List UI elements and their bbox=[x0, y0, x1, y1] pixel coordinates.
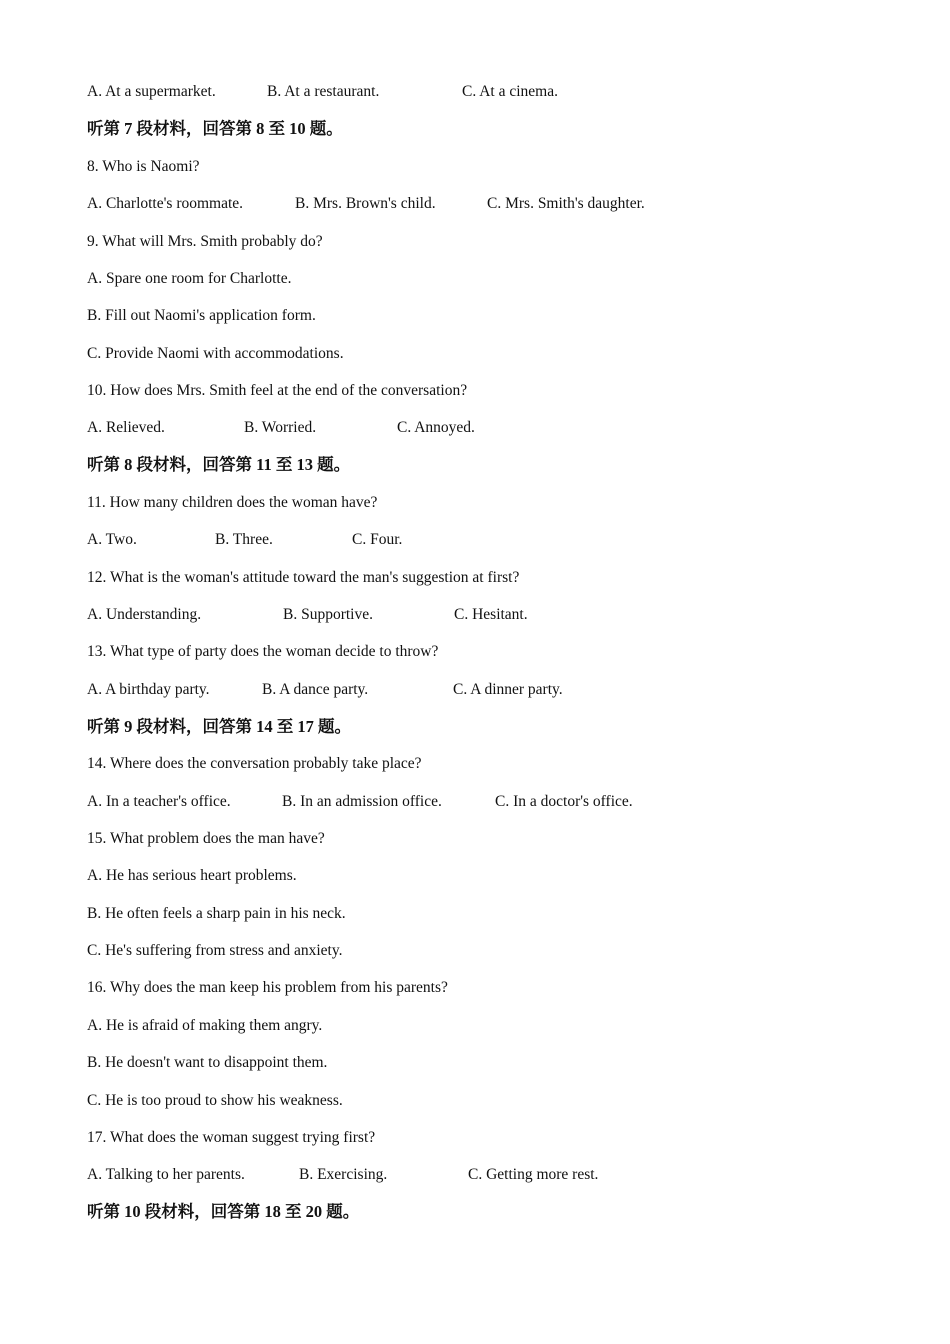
option-a: A. At a supermarket. bbox=[87, 83, 216, 100]
question: 12. What is the woman's attitude toward the man's suggestion at first? bbox=[87, 569, 520, 586]
option-c: C. A dinner party. bbox=[453, 681, 563, 698]
option-c: C. Hesitant. bbox=[454, 606, 528, 623]
question: 14. Where does the conversation probably take place? bbox=[87, 755, 422, 772]
option-a: A. Relieved. bbox=[87, 419, 165, 436]
question: 10. How does Mrs. Smith feel at the end of the conversation? bbox=[87, 382, 468, 399]
option-c: C. In a doctor's office. bbox=[495, 793, 633, 810]
option-b: B. At a restaurant. bbox=[267, 83, 380, 100]
option-line: C. He is too proud to show his weakness. bbox=[87, 1092, 343, 1109]
option-a: A. A birthday party. bbox=[87, 681, 210, 698]
question: 11. How many children does the woman have? bbox=[87, 494, 378, 511]
option-line: B. He doesn't want to disappoint them. bbox=[87, 1054, 328, 1071]
option-b: B. In an admission office. bbox=[282, 793, 442, 810]
option-c: C. Mrs. Smith's daughter. bbox=[487, 195, 645, 212]
option-b: B. Mrs. Brown's child. bbox=[295, 195, 436, 212]
question: 16. Why does the man keep his problem from his parents? bbox=[87, 979, 448, 996]
option-b: B. A dance party. bbox=[262, 681, 369, 698]
option-line: A. Spare one room for Charlotte. bbox=[87, 270, 292, 287]
option-a: A. Understanding. bbox=[87, 606, 202, 623]
option-a: A. Talking to her parents. bbox=[87, 1166, 245, 1183]
question: 17. What does the woman suggest trying first? bbox=[87, 1129, 376, 1146]
option-c: C. Four. bbox=[352, 531, 403, 548]
option-a: A. Charlotte's roommate. bbox=[87, 195, 244, 212]
option-line: C. Provide Naomi with accommodations. bbox=[87, 345, 344, 362]
section-heading: 听第 9 段材料，回答第 14 至 17 题。 bbox=[87, 717, 351, 736]
option-line: B. Fill out Naomi's application form. bbox=[87, 307, 316, 324]
option-b: B. Three. bbox=[215, 531, 273, 548]
option-b: B. Supportive. bbox=[283, 606, 373, 623]
option-b: B. Exercising. bbox=[299, 1166, 388, 1183]
section-heading: 听第 10 段材料，回答第 18 至 20 题。 bbox=[87, 1202, 360, 1221]
question: 13. What type of party does the woman decide to throw? bbox=[87, 643, 439, 660]
option-line: A. He is afraid of making them angry. bbox=[87, 1017, 323, 1034]
question: 9. What will Mrs. Smith probably do? bbox=[87, 233, 323, 250]
option-b: B. Worried. bbox=[244, 419, 317, 436]
option-a: A. In a teacher's office. bbox=[87, 793, 231, 810]
option-c: C. At a cinema. bbox=[462, 83, 558, 100]
question: 15. What problem does the man have? bbox=[87, 830, 325, 847]
option-c: C. Annoyed. bbox=[397, 419, 475, 436]
option-a: A. Two. bbox=[87, 531, 137, 548]
question: 8. Who is Naomi? bbox=[87, 158, 200, 175]
section-heading: 听第 7 段材料，回答第 8 至 10 题。 bbox=[87, 119, 343, 138]
option-line: B. He often feels a sharp pain in his neck. bbox=[87, 905, 346, 922]
option-line: A. He has serious heart problems. bbox=[87, 867, 297, 884]
option-c: C. Getting more rest. bbox=[468, 1166, 599, 1183]
option-line: C. He's suffering from stress and anxiety. bbox=[87, 942, 343, 959]
section-heading: 听第 8 段材料，回答第 11 至 13 题。 bbox=[87, 455, 351, 474]
